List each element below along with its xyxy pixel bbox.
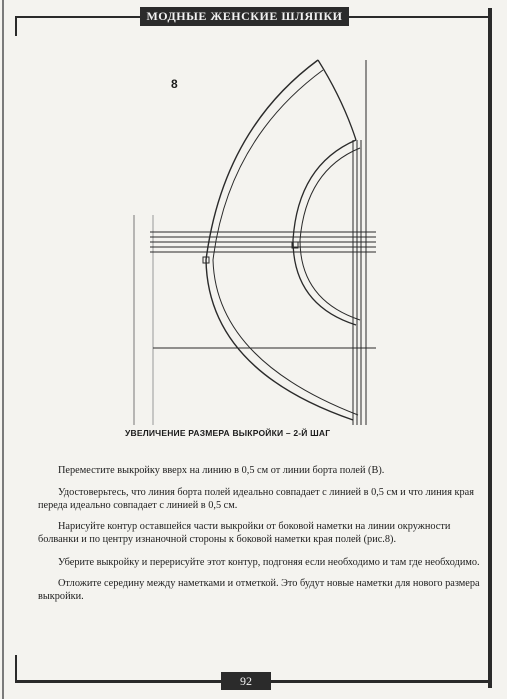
frame-left-rule-bottom — [15, 655, 17, 682]
pattern-diagram — [118, 40, 388, 440]
running-header: МОДНЫЕ ЖЕНСКИЕ ШЛЯПКИ — [140, 7, 349, 26]
page-edge-line — [2, 0, 4, 699]
figure-caption: УВЕЛИЧЕНИЕ РАЗМЕРА ВЫКРОЙКИ – 2-Й ШАГ — [125, 428, 331, 438]
paragraph: Отложите середину между наметками и отметкой. Это будут новые наметки для нового размера выкройки. — [38, 578, 480, 602]
paragraph: Переместите выкройку вверх на линию в 0,5 см от линии борта полей (В). — [58, 465, 385, 476]
paragraph: Нарисуйте контур оставшейся части выкройки от боковой наметки на линии окружности болванки и по центру изнаночной стороны к боковой наметки края полей (рис.8). — [38, 521, 451, 545]
paragraph: Уберите выкройку и перерисуйте этот контур, подгоняя если необходимо и там где необходимо. — [58, 557, 480, 568]
paragraph: Удостоверьтесь, что линия борта полей идеально совпадает с линией в 0,5 см и что линия края переда идеально совпадает с линией в 0,5 см. — [38, 487, 474, 511]
frame-right-rule — [488, 8, 492, 688]
top-edge-curve — [318, 60, 356, 140]
frame-left-rule-top — [15, 16, 17, 36]
page-number: 92 — [221, 672, 271, 690]
outer-brim-curve — [206, 60, 353, 420]
figure-number: 8 — [171, 77, 178, 91]
